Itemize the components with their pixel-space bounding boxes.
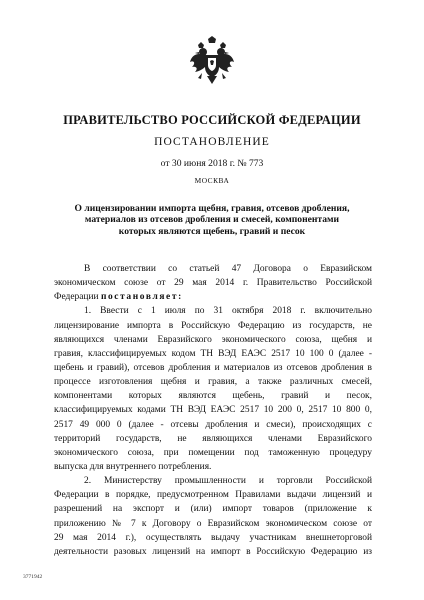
document-type: ПОСТАНОВЛЕНИЕ [154,136,270,148]
document-body [54,262,372,559]
body-line: территорий государств, не являющихся членами Евразийского [54,433,372,444]
body-line: В соответствии со статьей 47 Договора о Евразийском [84,264,372,274]
date-and-number: от 30 июня 2018 г. № 773 [160,158,264,169]
document-title [50,203,374,237]
government-name: ПРАВИТЕЛЬСТВО РОССИЙСКОЙ ФЕДЕРАЦИИ [63,113,361,127]
body-line: компонентами которых являются щебень, гравий и песок, [54,391,372,402]
body-line: классифицируемых кодами ТН ВЭД ЕАЭС 2517 10 200 0, 2517 10 800 0, [54,405,372,416]
body-line: выпуска для внутреннего потребления. [54,461,212,472]
city: МОСКВА [194,176,230,185]
body-line: 2517 49 000 0 (далее - отсевы дробления и смеси), происходящих с [54,419,372,430]
body-line: 1. Ввести с 1 июля по 31 октября 2018 г. включительно [84,306,372,317]
title-line: материалов из отсевов дробления и смесей, компонентами [84,214,340,226]
coat-of-arms-icon [189,36,235,86]
body-line: 29 мая 2014 г.), осуществлять выдачу участникам внешнеторговой [54,532,372,543]
title-line: которых являются щебень, гравий и песок [118,225,306,237]
body-text: Федерации [54,292,99,303]
body-line: деятельности разовых лицензий на импорт в Российскую Федерацию из [54,546,372,557]
body-line: экономического союза, при помещении под таможенную процедуру [54,447,372,458]
resolution-keyword: постановляет: [100,292,183,303]
body-line: являющихся членами Евразийского экономического союза, щебня и [54,334,372,345]
body-line: щебень и гравий), отсевов дробления и материалов из отсевов дробления в [54,362,372,373]
body-line: Федерации в порядке, предусмотренном Правилами выдачи лицензий и [54,490,372,501]
body-line [54,290,372,304]
body-line: процессе изготовления щебня и гравия, а также различных смесей, [54,377,372,388]
body-line: 2. Министерству промышленности и торговли Российской [84,476,372,487]
body-line: гравия, классифицируемых кодом ТН ВЭД ЕАЭС 2517 10 100 0 (далее - [54,348,372,359]
document-code: 3771942 [23,574,43,580]
body-line: приложению № 7 к Договору о Евразийском экономическом союзе от [54,518,372,529]
body-line: экономическом союзе от 29 мая 2014 г. Правительство Российской [54,278,372,289]
body-line: лицензирование импорта в Российскую Федерацию из государств, не [54,320,372,331]
title-line: О лицензировании импорта щебня, гравия, отсевов дробления, [74,203,350,214]
body-line: разрешений на экспорт и (или) импорт товаров (приложение к [54,504,372,515]
